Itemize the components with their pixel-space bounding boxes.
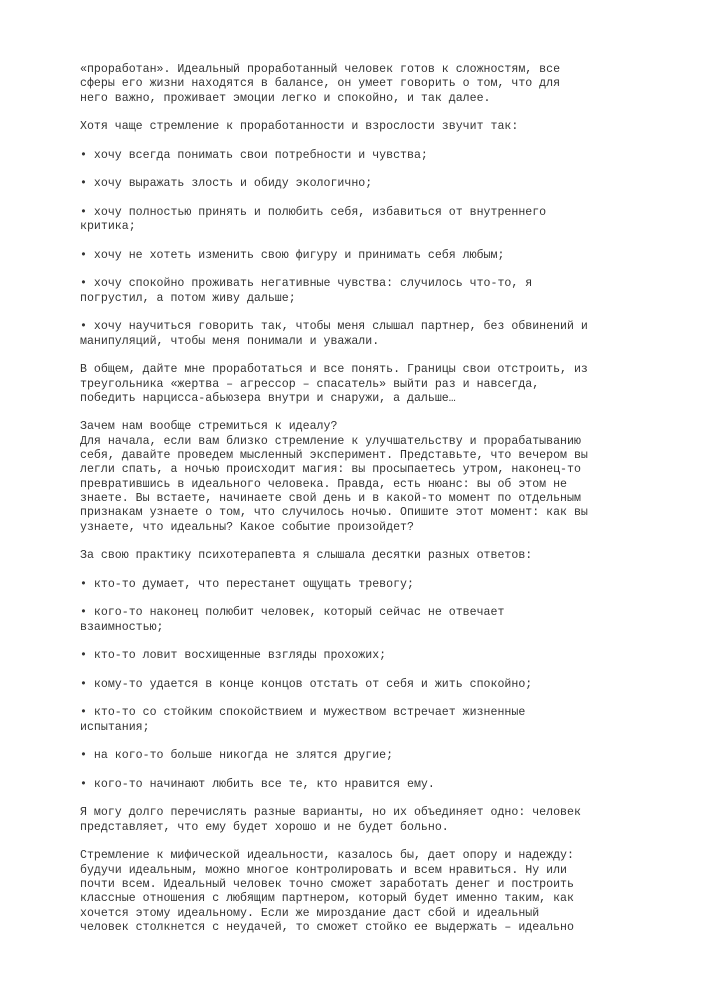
list-item: • хочу всегда понимать свои потребности и чувства; [80, 148, 428, 162]
list-item: • хочу не хотеть изменить свою фигуру и принимать себя любым; [80, 248, 505, 262]
paragraph: «проработан». Идеальный проработанный человек готов к сложностям, все сферы его жизни находятся в балансе, он умеет говорить о том, что для него важно, проживает эмоции легко и спокойно, и так далее. [80, 63, 561, 105]
list-item: • на кого-то больше никогда не злятся другие; [80, 749, 394, 763]
list-item: • хочу научиться говорить так, чтобы меня слышал партнер, без обвинений и манипуляций, чтобы меня понимали и уважали. [80, 320, 588, 348]
list-item: • хочу полностью принять и полюбить себя, избавиться от внутреннего критика; [80, 205, 547, 234]
paragraph: Я могу долго перечислять разные варианты, но их объединяет одно: человек представляет, что ему будет хорошо и не будет больно. [80, 806, 581, 834]
paragraph: Хотя чаще стремление к проработанности и взрослости звучит так: [80, 120, 519, 134]
paragraph: За свою практику психотерапевта я слышала десятки разных ответов: [80, 549, 533, 563]
list-item: • кого-то начинают любить все те, кто нравится ему. [80, 777, 435, 791]
list-item: • кто-то ловит восхищенные взгляды прохожих; [80, 649, 387, 663]
paragraph: В общем, дайте мне проработаться и все понять. Границы свои отстроить, из треугольника «жертва – агрессор – спасатель» выйти раз и навсегда, победить нарцисса-абьюзера внутри и снаружи, а дальше… [80, 363, 588, 405]
list-item: • кто-то со стойким спокойствием и мужеством встречает жизненные испытания; [80, 706, 526, 734]
list-item: • хочу выражать злость и обиду экологично; [80, 177, 373, 191]
document-page [80, 63, 650, 949]
list-item: • кто-то думает, что перестанет ощущать тревогу; [80, 577, 414, 591]
list-item: • кому-то удается в конце концов отстать от себя и жить спокойно; [80, 677, 533, 691]
list-item: • хочу спокойно проживать негативные чувства: случилось что-то, я погрустил, а потом живу дальше; [80, 277, 533, 305]
paragraph: Для начала, если вам близко стремление к улучшательству и прорабатыванию себя, давайте проведем мысленный эксперимент. Представьте, что вечером вы легли спать, а ночью происходит магия: вы просыпаетесь утром, наконец-то превратившись в идеального человека. Правда, есть нюанс: вы об этом не знаете. Вы встаете, начинаете свой день и в какой-то момент по отдельным признакам узнаете о том, что случилось ночью. Опишите этот момент: как вы узнаете, что идеальны? Какое событие произойдет? [80, 434, 588, 534]
list-item: • кого-то наконец полюбит человек, который сейчас не отвечает взаимностью; [80, 606, 505, 634]
paragraph: Стремление к мифической идеальности, казалось бы, дает опору и надежду: будучи идеальным, можно многое контролировать и всем нравиться. Ну или почти всем. Идеальный человек точно сможет заработать денег и построить классные отношения с любящим партнером, который будет именно таким, как хочется этому идеальному. Если же мироздание даст сбой и идеальный человек столкнется с неудачей, то сможет стойко ее выдержать – идеально [80, 849, 574, 934]
section-heading: Зачем нам вообще стремиться к идеалу? [80, 420, 338, 434]
